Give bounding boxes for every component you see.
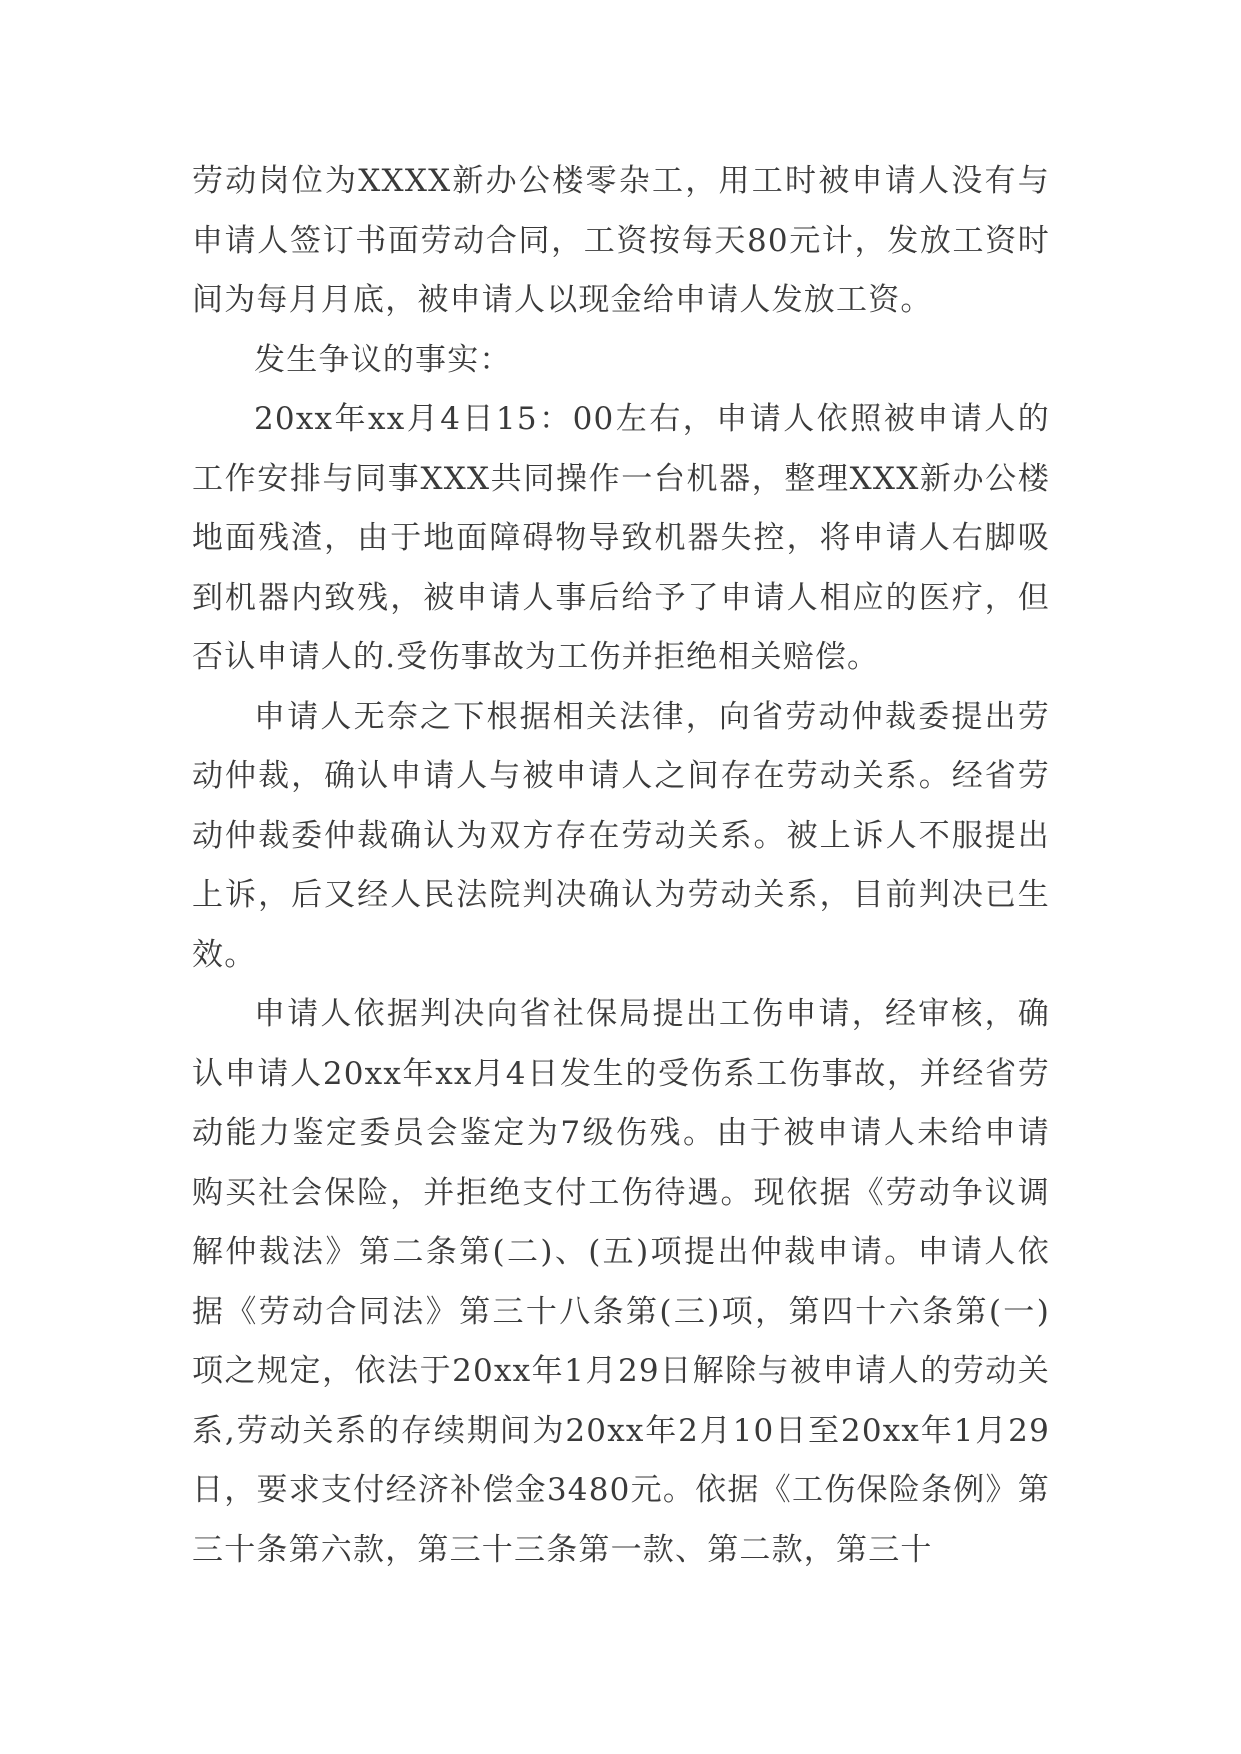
paragraph-work-injury-claim: 申请人依据判决向省社保局提出工伤申请，经审核，确认申请人20xx年xx月4日发生的受伤系工伤事故，并经省劳动能力鉴定委员会鉴定为7级伤残。由于被申请人未给申请购买社会保险，并拒绝支付工伤待遇。现依据《劳动争议调解仲裁法》第二条第(二)、(五)项提出仲裁申请。申请人依据《劳动合同法》第三十八条第(三)项，第四十六条第(一)项之规定，依法于20xx年1月29日解除与被申请人的劳动关系,劳动关系的存续期间为20xx年2月10日至20xx年1月29日，要求支付经济补偿金3480元。依据《工伤保险条例》第三十条第六款，第三十三条第一款、第二款，第三十 [192, 996, 1050, 1568]
paragraph-job-and-wages: 劳动岗位为XXXX新办公楼零杂工，用工时被申请人没有与申请人签订书面劳动合同，工资按每天80元计，发放工资时间为每月月底，被申请人以现金给申请人发放工资。 [192, 163, 1050, 318]
paragraph-accident-facts: 20xx年xx月4日15：00左右，申请人依照被申请人的工作安排与同事XXX共同操作一台机器，整理XXX新办公楼地面残渣，由于地面障碍物导致机器失控，将申请人右脚吸到机器内致残，被申请人事后给予了申请人相应的医疗，但否认申请人的.受伤事故为工伤并拒绝相关赔偿。 [192, 401, 1050, 675]
paragraph-labor-arbitration: 申请人无奈之下根据相关法律，向省劳动仲裁委提出劳动仲裁，确认申请人与被申请人之间存在劳动关系。经省劳动仲裁委仲裁确认为双方存在劳动关系。被上诉人不服提出上诉，后又经人民法院判决确认为劳动关系，目前判决已生效。 [192, 698, 1050, 973]
paragraph-dispute-heading: 发生争议的事实： [254, 341, 512, 378]
document-body [192, 152, 1050, 1580]
